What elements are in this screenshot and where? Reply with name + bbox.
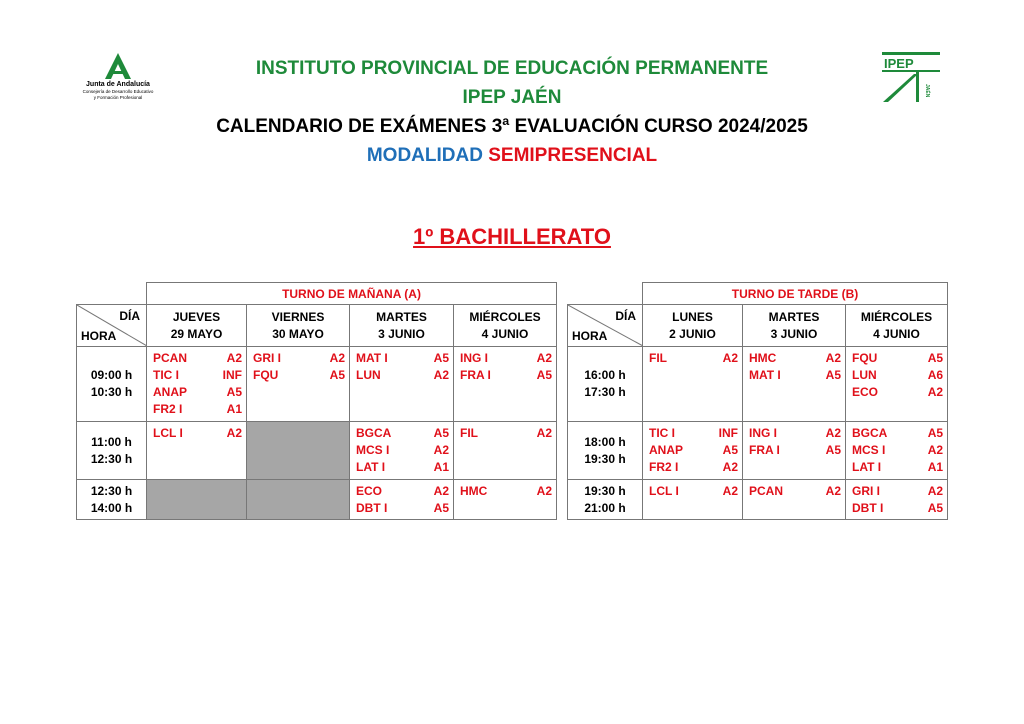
corner-diagonal [77,305,146,346]
exam-subject: LAT I [852,460,882,474]
exam-entry [153,384,242,401]
blocked-cell [247,422,350,480]
exam-room: A5 [927,501,944,515]
exam-room: A2 [825,351,841,365]
blocked-cell [147,480,247,520]
exam-cell [743,347,846,422]
exam-subject: BGCA [356,426,392,440]
day-header [643,305,743,347]
exam-subject: TIC I [649,426,675,440]
exam-room: A2 [536,484,552,498]
exam-room: INF [222,368,242,382]
exam-entry [153,367,242,384]
time-slot [568,480,643,520]
exam-subject: ING I [460,351,489,365]
day-date: 2 JUNIO [669,327,716,341]
exam-entry [852,459,943,476]
exam-subject: LUN [356,368,381,382]
time-from: 12:30 h [90,483,133,498]
day-header [350,305,454,347]
exam-entry [460,483,552,500]
exam-entry [356,367,449,384]
day-header [743,305,846,347]
exam-room: A2 [927,385,944,399]
modality-value: SEMIPRESENCIAL [488,145,658,166]
empty-corner [568,283,643,305]
day-date: 29 MAYO [170,327,223,341]
day-date: 4 JUNIO [481,327,529,341]
exam-entry [649,459,738,476]
modality-label: MODALIDAD [366,145,483,166]
exam-cell [846,422,948,480]
exam-room: A2 [536,426,552,440]
exam-subject: ECO [356,484,383,498]
time-slot-row [568,422,948,480]
exam-room: A2 [927,484,944,498]
shift-title: TURNO DE MAÑANA (A) [147,283,557,305]
exam-cell [643,480,743,520]
exam-cell [247,347,350,422]
exam-room: A2 [433,368,449,382]
exam-room: A1 [927,460,944,474]
ipep-logo-subtext: JAÉN [924,84,930,98]
exam-entry [253,367,345,384]
exam-cell [147,422,247,480]
exam-subject: LCL I [153,426,183,440]
time-slot [77,480,147,520]
exam-room: A2 [226,351,242,365]
exam-entry [153,401,242,418]
header-calendar-title: CALENDARIO DE EXÁMENES 3ª EVALUACIÓN CURSO 2024/2025 [216,116,808,137]
exam-cell [350,347,454,422]
exam-entry [749,367,841,384]
exam-subject: MAT I [356,351,388,365]
exam-cell [846,347,948,422]
exam-room: A1 [226,402,242,416]
shift-title-row [77,283,557,305]
exam-entry [749,483,841,500]
exam-entry [356,442,449,459]
time-slot-row [77,347,557,422]
day-name: LUNES [672,310,713,324]
header-institute: INSTITUTO PROVINCIAL DE EDUCACIÓN PERMANENTE [255,58,769,79]
exam-entry [356,500,449,517]
exam-subject: DBT I [356,501,388,515]
exam-room: A2 [329,351,345,365]
shift-title-row [568,283,948,305]
exam-room: A2 [226,426,242,440]
exam-subject: PCAN [749,484,784,498]
exam-subject: FRA I [749,443,780,457]
exam-cell [147,347,247,422]
exam-entry [649,425,738,442]
day-name: VIERNES [271,310,325,324]
exam-cell [454,422,557,480]
exam-subject: MAT I [749,368,781,382]
day-header [846,305,948,347]
exam-entry [749,350,841,367]
exam-entry [649,442,738,459]
exam-entry [749,442,841,459]
document-header [0,54,1024,170]
header-modality [0,141,1024,170]
time-from: 18:00 h [584,434,626,449]
exam-room: A5 [433,426,449,440]
exam-room: A5 [825,368,841,382]
exam-subject: FIL [460,426,478,440]
exam-subject: LUN [852,368,877,382]
exam-subject: ECO [852,385,879,399]
exam-subject: HMC [460,484,488,498]
time-slot-row [568,480,948,520]
time-to: 19:30 h [584,451,626,466]
time-slot-row [568,347,948,422]
exam-entry [852,367,943,384]
exam-cell [743,422,846,480]
exam-subject: DBT I [852,501,884,515]
exam-room: A2 [722,460,738,474]
exam-room: A2 [433,484,449,498]
corner-cell [568,305,643,347]
exam-entry [356,425,449,442]
corner-cell [77,305,147,347]
exam-entry [153,350,242,367]
time-from: 09:00 h [90,368,133,382]
day-name: MARTES [376,310,427,324]
time-slot [77,422,147,480]
exam-entry [356,459,449,476]
exam-entry [852,425,943,442]
exam-room: A5 [536,368,552,382]
time-to: 10:30 h [90,385,133,399]
ipep-logo-text: IPEP [884,56,914,71]
header-center: IPEP JAÉN [462,87,562,108]
exam-entry [852,350,943,367]
exam-entry [460,425,552,442]
exam-subject: FQU [852,351,878,365]
exam-room: A1 [433,460,449,474]
exam-subject: HMC [749,351,777,365]
exam-cell [454,347,557,422]
day-name: JUEVES [172,310,221,324]
exam-room: A5 [927,351,944,365]
day-name: MIÉRCOLES [469,310,541,324]
exam-subject: FQU [253,368,279,382]
exam-room: A5 [722,443,738,457]
day-date: 3 JUNIO [770,327,818,341]
exam-entry [153,425,242,442]
exam-entry [253,350,345,367]
exam-entry [460,350,552,367]
exam-subject: LAT I [356,460,386,474]
corner-diagonal [568,305,642,346]
exam-subject: ING I [749,426,778,440]
exam-room: A5 [825,443,841,457]
day-date: 30 MAYO [272,327,324,341]
afternoon-schedule-table [567,282,948,520]
blocked-cell [247,480,350,520]
exam-room: A6 [927,368,944,382]
time-slot [568,422,643,480]
exam-subject: PCAN [153,351,188,365]
exam-entry [356,350,449,367]
empty-corner [77,283,147,305]
section-title: 1º BACHILLERATO [413,224,611,249]
exam-room: A5 [226,385,242,399]
time-to: 17:30 h [584,385,626,399]
time-slot-row [77,480,557,520]
exam-entry [356,483,449,500]
exam-entry [852,483,943,500]
time-from: 19:30 h [584,483,626,498]
exam-entry [649,350,738,367]
exam-room: A2 [722,484,738,498]
exam-subject: FR2 I [649,460,679,474]
logo-left-name: Junta de Andalucía [86,81,150,88]
exam-room: A2 [722,351,738,365]
day-header-row [568,305,948,347]
time-slot [568,347,643,422]
day-header-row [77,305,557,347]
time-to: 21:00 h [584,500,626,515]
exam-subject: ANAP [153,385,188,399]
corner-day-label: DÍA [119,309,140,323]
day-name: MIÉRCOLES [860,310,933,324]
exam-room: A2 [825,426,841,440]
logo-left-subtitle-1: Consejería de Desarrollo Educativo [82,89,154,94]
exam-room: INF [718,426,738,440]
day-name: MARTES [768,310,820,324]
exam-room: A5 [329,368,345,382]
corner-hour-label: HORA [572,329,608,343]
exam-room: A2 [536,351,552,365]
exam-subject: TIC I [153,368,179,382]
exam-entry [852,500,943,517]
exam-subject: FR2 I [153,402,183,416]
day-header [247,305,350,347]
exam-subject: FRA I [460,368,491,382]
exam-room: A2 [433,443,449,457]
logo-left-subtitle-2: y Formación Profesional [93,94,143,100]
exam-subject: BGCA [852,426,888,440]
shift-title: TURNO DE TARDE (B) [643,283,948,305]
exam-entry [852,384,943,401]
exam-subject: FIL [649,351,667,365]
exam-subject: ANAP [649,443,684,457]
day-date: 3 JUNIO [378,327,425,341]
time-from: 11:00 h [91,434,132,449]
day-header [147,305,247,347]
exam-entry [749,425,841,442]
exam-subject: GRI I [852,484,881,498]
exam-subject: MCS I [356,443,390,457]
exam-entry [460,367,552,384]
exam-room: A5 [433,501,449,515]
exam-room: A5 [433,351,449,365]
exam-cell [643,347,743,422]
exam-entry [852,442,943,459]
exam-room: A5 [927,426,944,440]
exam-room: A2 [825,484,841,498]
time-slot [77,347,147,422]
exam-cell [846,480,948,520]
exam-subject: LCL I [649,484,679,498]
exam-entry [649,483,738,500]
exam-subject: MCS I [852,443,886,457]
exam-cell [743,480,846,520]
day-header [454,305,557,347]
corner-day-label: DÍA [615,309,636,323]
day-date: 4 JUNIO [873,327,920,341]
time-to: 14:00 h [90,500,133,515]
exam-cell [454,480,557,520]
exam-cell [350,422,454,480]
time-to: 12:30 h [90,451,133,466]
exam-subject: GRI I [253,351,282,365]
time-slot-row [77,422,557,480]
exam-cell [350,480,454,520]
time-from: 16:00 h [584,368,626,382]
exam-room: A2 [927,443,944,457]
morning-schedule-table [76,282,557,520]
exam-cell [643,422,743,480]
corner-hour-label: HORA [81,329,117,343]
